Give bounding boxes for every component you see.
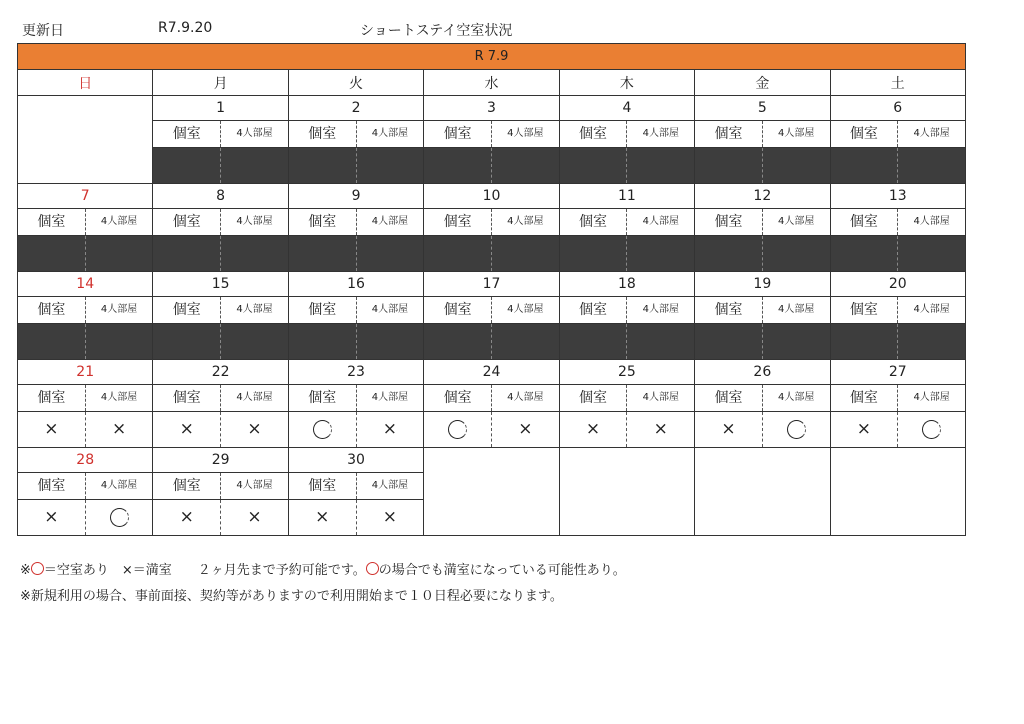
day-cell <box>18 360 153 448</box>
unavailable-row <box>18 324 152 359</box>
private-room-status <box>695 324 763 359</box>
week-row <box>18 184 966 272</box>
empty-cell <box>18 96 153 184</box>
four-bed-room-status <box>86 324 153 359</box>
private-room-status <box>18 236 86 271</box>
four-bed-room-label: 4人部屋 <box>778 216 815 227</box>
four-bed-room-label: 4人部屋 <box>236 128 273 139</box>
day-number: 16 <box>289 272 423 297</box>
room-type-row <box>18 209 152 236</box>
day-cell <box>18 184 153 272</box>
private-room-label: 個室 <box>289 121 357 147</box>
day-number: 9 <box>289 184 423 209</box>
day-cell <box>695 184 830 272</box>
four-bed-room-label: 4人部屋 <box>778 304 815 315</box>
four-bed-room-status <box>357 324 424 359</box>
private-room-label: 個室 <box>18 297 86 323</box>
private-room-label: 個室 <box>18 385 86 411</box>
private-room-label: 個室 <box>153 297 221 323</box>
day-number: 30 <box>289 448 423 473</box>
private-room-label: 個室 <box>18 209 86 235</box>
private-room-label: 個室 <box>153 385 221 411</box>
week-row <box>18 448 966 536</box>
private-room-label: 個室 <box>831 121 899 147</box>
day-cell <box>424 360 559 448</box>
note-legend-text: ＝空室あり ×＝満室 ２ヶ月先まで予約可能です。 <box>43 563 366 578</box>
private-room-status <box>560 148 628 183</box>
room-type-row <box>424 385 558 412</box>
day-number: 20 <box>831 272 965 297</box>
day-number: 12 <box>695 184 829 209</box>
day-number: 3 <box>424 96 558 121</box>
private-room-label: 個室 <box>560 297 628 323</box>
private-room-status: × <box>831 412 899 447</box>
availability-row <box>18 500 152 535</box>
unavailable-row <box>289 148 423 183</box>
note-legend <box>20 559 626 578</box>
private-room-status: × <box>289 500 357 535</box>
four-bed-room-label: 4人部屋 <box>371 392 409 403</box>
room-type-row <box>831 121 965 148</box>
private-room-label: 個室 <box>153 209 221 235</box>
four-bed-room-label: 4人部屋 <box>100 480 138 491</box>
private-room-label: 個室 <box>831 385 899 411</box>
unavailable-row <box>560 148 694 183</box>
four-bed-room-status <box>492 236 559 271</box>
four-bed-room-label: 4人部屋 <box>236 216 273 227</box>
circle-icon <box>110 508 129 527</box>
room-type-row <box>289 385 423 412</box>
private-room-label: 個室 <box>560 209 628 235</box>
four-bed-room-status <box>898 236 965 271</box>
day-number: 24 <box>424 360 558 385</box>
private-room-label: 個室 <box>831 297 899 323</box>
unavailable-row <box>424 236 558 271</box>
day-number: 18 <box>560 272 694 297</box>
day-number: 23 <box>289 360 423 385</box>
four-bed-room-label: 4人部屋 <box>642 216 679 227</box>
weekday-label: 木 <box>559 70 694 96</box>
day-cell <box>153 272 288 360</box>
availability-calendar <box>17 43 966 536</box>
four-bed-room-status <box>763 412 830 447</box>
room-type-row <box>831 209 965 236</box>
note-prefix: ※ <box>20 563 31 578</box>
four-bed-room-status: × <box>247 507 262 527</box>
four-bed-room-status <box>627 324 694 359</box>
private-room-label: 個室 <box>424 209 492 235</box>
day-cell <box>830 360 965 448</box>
four-bed-room-status <box>898 412 965 447</box>
day-number: 26 <box>695 360 829 385</box>
private-room-label: 個室 <box>560 121 628 147</box>
day-cell <box>695 360 830 448</box>
four-bed-room-label: 4人部屋 <box>507 392 544 403</box>
note-new-users: ※新規利用の場合、事前面接、契約等がありますので利用開始まで１０日程必要になります。 <box>20 589 563 604</box>
weekday-label: 金 <box>695 70 830 96</box>
room-type-row <box>289 121 423 148</box>
day-number: 13 <box>831 184 965 209</box>
four-bed-room-status <box>86 236 153 271</box>
four-bed-room-label: 4人部屋 <box>913 216 950 227</box>
room-type-row <box>424 121 558 148</box>
four-bed-room-status <box>221 324 288 359</box>
unavailable-row <box>424 148 558 183</box>
room-type-row <box>560 121 694 148</box>
private-room-status <box>424 148 492 183</box>
update-date: R7.9.20 <box>158 20 213 36</box>
room-type-row <box>695 385 829 412</box>
private-room-status <box>289 236 357 271</box>
unavailable-row <box>18 236 152 271</box>
day-cell <box>559 96 694 184</box>
private-room-status <box>289 148 357 183</box>
room-type-row <box>424 209 558 236</box>
private-room-label: 個室 <box>424 297 492 323</box>
private-room-status <box>424 236 492 271</box>
private-room-status: × <box>18 412 86 447</box>
day-cell <box>288 448 423 536</box>
four-bed-room-label: 4人部屋 <box>100 392 138 403</box>
room-type-row <box>153 209 287 236</box>
day-number: 27 <box>831 360 965 385</box>
four-bed-room-status <box>357 236 424 271</box>
day-cell <box>424 272 559 360</box>
availability-row <box>18 412 152 447</box>
four-bed-room-label: 4人部屋 <box>778 128 815 139</box>
private-room-status <box>289 324 357 359</box>
four-bed-room-label: 4人部屋 <box>507 128 544 139</box>
day-number: 5 <box>695 96 829 121</box>
unavailable-row <box>831 148 965 183</box>
day-number: 10 <box>424 184 558 209</box>
room-type-row <box>560 209 694 236</box>
four-bed-room-label: 4人部屋 <box>642 304 679 315</box>
day-number: 14 <box>18 272 152 297</box>
room-type-row <box>18 473 152 500</box>
private-room-status <box>424 412 492 447</box>
room-type-row <box>831 297 965 324</box>
document-title: ショートステイ空室状況 <box>360 23 513 39</box>
availability-row <box>289 500 423 535</box>
four-bed-room-status <box>898 148 965 183</box>
four-bed-room-status: × <box>247 419 262 439</box>
weekday-label: 月 <box>153 70 288 96</box>
weekday-header-row <box>18 70 966 96</box>
weekday-label: 日 <box>18 70 153 96</box>
weekday-label: 土 <box>830 70 965 96</box>
day-cell <box>830 96 965 184</box>
private-room-status <box>695 236 763 271</box>
private-room-status: × <box>18 500 86 535</box>
four-bed-room-status <box>492 324 559 359</box>
day-cell <box>153 184 288 272</box>
day-cell <box>288 360 423 448</box>
availability-row <box>560 412 694 447</box>
four-bed-room-status <box>86 500 153 535</box>
day-cell <box>18 448 153 536</box>
private-room-status <box>695 148 763 183</box>
room-type-row <box>560 297 694 324</box>
room-type-row <box>695 297 829 324</box>
four-bed-room-status: × <box>653 419 668 439</box>
unavailable-row <box>153 236 287 271</box>
empty-cell <box>424 448 559 536</box>
four-bed-room-label: 4人部屋 <box>913 128 950 139</box>
availability-row <box>424 412 558 447</box>
four-bed-room-status <box>221 148 288 183</box>
circle-icon <box>448 420 467 439</box>
private-room-label: 個室 <box>695 297 763 323</box>
room-type-row <box>18 385 152 412</box>
private-room-label: 個室 <box>560 385 628 411</box>
private-room-status <box>831 236 899 271</box>
room-type-row <box>18 297 152 324</box>
four-bed-room-label: 4人部屋 <box>371 216 409 227</box>
unavailable-row <box>153 148 287 183</box>
day-cell <box>288 272 423 360</box>
four-bed-room-status <box>492 148 559 183</box>
day-number: 6 <box>831 96 965 121</box>
four-bed-room-label: 4人部屋 <box>642 392 679 403</box>
four-bed-room-label: 4人部屋 <box>371 304 409 315</box>
four-bed-room-label: 4人部屋 <box>371 128 409 139</box>
four-bed-room-label: 4人部屋 <box>371 480 409 491</box>
red-circle-icon <box>366 562 379 575</box>
private-room-status <box>560 236 628 271</box>
four-bed-room-label: 4人部屋 <box>100 304 138 315</box>
four-bed-room-label: 4人部屋 <box>913 304 950 315</box>
day-cell <box>288 96 423 184</box>
four-bed-room-status <box>898 324 965 359</box>
four-bed-room-label: 4人部屋 <box>507 304 544 315</box>
day-cell <box>559 184 694 272</box>
day-cell <box>695 96 830 184</box>
private-room-status: × <box>153 412 221 447</box>
day-number: 7 <box>18 184 152 209</box>
day-number: 15 <box>153 272 287 297</box>
private-room-status <box>18 324 86 359</box>
availability-row <box>153 412 287 447</box>
private-room-label: 個室 <box>289 209 357 235</box>
day-cell <box>18 272 153 360</box>
availability-row <box>289 412 423 447</box>
empty-cell <box>695 448 830 536</box>
unavailable-row <box>560 236 694 271</box>
day-number: 19 <box>695 272 829 297</box>
private-room-status <box>153 236 221 271</box>
private-room-label: 個室 <box>18 473 86 499</box>
four-bed-room-status <box>627 236 694 271</box>
red-circle-icon <box>31 562 44 575</box>
room-type-row <box>289 297 423 324</box>
room-type-row <box>153 121 287 148</box>
day-number: 17 <box>424 272 558 297</box>
circle-icon <box>787 420 806 439</box>
availability-row <box>831 412 965 447</box>
room-type-row <box>695 121 829 148</box>
day-cell <box>830 184 965 272</box>
day-cell <box>830 272 965 360</box>
unavailable-row <box>424 324 558 359</box>
availability-row <box>695 412 829 447</box>
private-room-label: 個室 <box>424 121 492 147</box>
note-legend-suffix: の場合でも満室になっている可能性あり。 <box>378 563 626 578</box>
room-type-row <box>289 473 423 500</box>
private-room-status: × <box>560 412 628 447</box>
empty-cell <box>559 448 694 536</box>
four-bed-room-label: 4人部屋 <box>642 128 679 139</box>
room-type-row <box>831 385 965 412</box>
day-number: 29 <box>153 448 287 473</box>
day-cell <box>153 360 288 448</box>
day-cell <box>559 272 694 360</box>
four-bed-room-status <box>763 324 830 359</box>
four-bed-room-status: × <box>382 419 398 439</box>
day-number: 22 <box>153 360 287 385</box>
private-room-status <box>289 412 357 447</box>
private-room-label: 個室 <box>289 297 357 323</box>
private-room-label: 個室 <box>289 385 357 411</box>
day-cell <box>288 184 423 272</box>
four-bed-room-status <box>763 236 830 271</box>
unavailable-row <box>831 324 965 359</box>
day-number: 21 <box>18 360 152 385</box>
day-cell <box>424 184 559 272</box>
availability-row <box>153 500 287 535</box>
four-bed-room-label: 4人部屋 <box>778 392 815 403</box>
four-bed-room-status <box>627 148 694 183</box>
four-bed-room-status <box>221 236 288 271</box>
day-cell <box>424 96 559 184</box>
four-bed-room-status: × <box>518 419 533 439</box>
private-room-status <box>831 148 899 183</box>
private-room-label: 個室 <box>289 473 357 499</box>
private-room-status <box>153 148 221 183</box>
four-bed-room-label: 4人部屋 <box>236 304 273 315</box>
private-room-status <box>153 324 221 359</box>
four-bed-room-status <box>357 148 424 183</box>
four-bed-room-status: × <box>111 419 127 439</box>
weekday-label: 水 <box>424 70 559 96</box>
four-bed-room-label: 4人部屋 <box>100 216 138 227</box>
private-room-status: × <box>695 412 763 447</box>
weekday-label: 火 <box>288 70 423 96</box>
room-type-row <box>560 385 694 412</box>
day-number: 28 <box>18 448 152 473</box>
private-room-label: 個室 <box>695 121 763 147</box>
room-type-row <box>289 209 423 236</box>
day-cell <box>695 272 830 360</box>
empty-cell <box>830 448 965 536</box>
unavailable-row <box>695 148 829 183</box>
private-room-status <box>560 324 628 359</box>
day-number: 25 <box>560 360 694 385</box>
week-row <box>18 272 966 360</box>
four-bed-room-status <box>763 148 830 183</box>
circle-icon <box>922 420 941 439</box>
week-row <box>18 96 966 184</box>
day-number: 4 <box>560 96 694 121</box>
private-room-label: 個室 <box>153 121 221 147</box>
private-room-label: 個室 <box>424 385 492 411</box>
private-room-status: × <box>153 500 221 535</box>
room-type-row <box>153 297 287 324</box>
four-bed-room-label: 4人部屋 <box>236 392 273 403</box>
day-cell <box>559 360 694 448</box>
room-type-row <box>695 209 829 236</box>
unavailable-row <box>289 236 423 271</box>
update-label: 更新日 <box>22 23 64 39</box>
day-number: 2 <box>289 96 423 121</box>
unavailable-row <box>695 324 829 359</box>
private-room-label: 個室 <box>831 209 899 235</box>
day-number: 11 <box>560 184 694 209</box>
day-cell <box>153 96 288 184</box>
day-cell <box>153 448 288 536</box>
unavailable-row <box>560 324 694 359</box>
circle-icon <box>313 420 332 439</box>
private-room-label: 個室 <box>695 385 763 411</box>
private-room-status <box>424 324 492 359</box>
unavailable-row <box>289 324 423 359</box>
private-room-label: 個室 <box>695 209 763 235</box>
four-bed-room-label: 4人部屋 <box>507 216 544 227</box>
unavailable-row <box>831 236 965 271</box>
four-bed-room-status: × <box>382 507 398 527</box>
unavailable-row <box>695 236 829 271</box>
month-header: R 7.9 <box>18 44 966 70</box>
private-room-status <box>831 324 899 359</box>
week-row <box>18 360 966 448</box>
private-room-label: 個室 <box>153 473 221 499</box>
four-bed-room-label: 4人部屋 <box>913 392 950 403</box>
room-type-row <box>153 473 287 500</box>
four-bed-room-label: 4人部屋 <box>236 480 273 491</box>
unavailable-row <box>153 324 287 359</box>
day-number: 1 <box>153 96 287 121</box>
room-type-row <box>424 297 558 324</box>
room-type-row <box>153 385 287 412</box>
day-number: 8 <box>153 184 287 209</box>
